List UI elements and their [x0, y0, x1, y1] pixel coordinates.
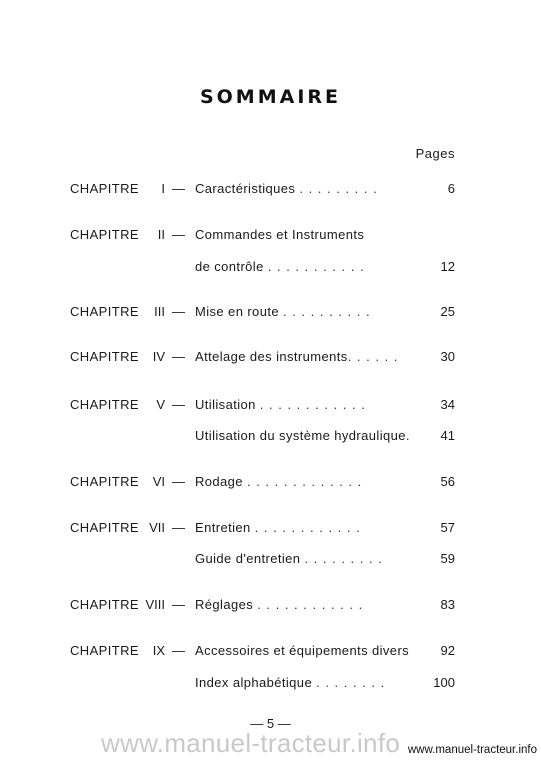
entry-page: 12: [440, 259, 455, 274]
entry-page: 56: [440, 474, 455, 489]
entry-dash: —: [172, 397, 185, 412]
toc-entry-continuation: [0, 259, 541, 275]
entry-dash: —: [172, 643, 185, 658]
entry-dash: —: [172, 304, 185, 319]
toc-entry-continuation: [0, 675, 541, 691]
toc-entry: [0, 304, 541, 320]
leader-dots: . . . . . . . . .: [299, 181, 378, 196]
entry-title: Rodage . . . . . . . . . . . . .: [195, 474, 363, 489]
entry-title: Utilisation du système hydraulique.: [195, 428, 411, 443]
chapter-word: CHAPITRE: [70, 643, 139, 658]
entry-dash: —: [172, 597, 185, 612]
site-link[interactable]: www.manuel-tracteur.info: [407, 744, 537, 756]
entry-dash: —: [172, 474, 185, 489]
entry-title: Réglages . . . . . . . . . . . .: [195, 597, 364, 612]
page-title: SOMMAIRE: [199, 86, 342, 108]
entry-page: 83: [440, 597, 455, 612]
chapter-number: III: [154, 304, 165, 319]
toc-entry-continuation: [0, 428, 541, 444]
leader-dots: . . . . . . . . .: [304, 551, 383, 566]
toc-entry: [0, 520, 541, 536]
leader-dots: . . . . . . . . . .: [282, 304, 371, 319]
chapter-number: VIII: [145, 597, 165, 612]
leader-dots: . . . . . . . .: [316, 675, 386, 690]
chapter-word: CHAPITRE: [70, 304, 139, 319]
toc-entry: [0, 349, 541, 365]
leader-dots: . . . . . . . . . . .: [267, 259, 365, 274]
leader-dots: . . . . . . . . . . . .: [259, 397, 366, 412]
entry-dash: —: [172, 520, 185, 535]
entry-dash: —: [172, 227, 185, 242]
chapter-word: CHAPITRE: [70, 181, 139, 196]
toc-entry: [0, 474, 541, 490]
entry-title: de contrôle . . . . . . . . . . .: [195, 259, 365, 274]
toc-entry: [0, 643, 541, 659]
chapter-word: CHAPITRE: [70, 520, 139, 535]
leader-dots: . . . . . . . . . . . . .: [246, 474, 363, 489]
toc-entry: [0, 397, 541, 413]
toc-entry: [0, 181, 541, 197]
toc-entry-continuation: [0, 551, 541, 567]
entry-page: 100: [433, 675, 455, 690]
chapter-number: VI: [152, 474, 165, 489]
chapter-word: CHAPITRE: [70, 397, 139, 412]
chapter-number: I: [161, 181, 165, 196]
leader-dots: .: [405, 428, 411, 443]
entry-title: Utilisation . . . . . . . . . . . .: [195, 397, 366, 412]
entry-title: Caractéristiques . . . . . . . . .: [195, 181, 378, 196]
entry-page: 25: [440, 304, 455, 319]
entry-title: Index alphabétique . . . . . . . .: [195, 675, 386, 690]
leader-dots: . . . . . . . . . . . .: [257, 597, 364, 612]
chapter-word: CHAPITRE: [70, 349, 139, 364]
entry-page: 30: [440, 349, 455, 364]
chapter-word: CHAPITRE: [70, 227, 139, 242]
entry-title: Attelage des instruments. . . . . .: [195, 349, 399, 364]
entry-title: Accessoires et équipements divers: [195, 643, 410, 658]
entry-page: 41: [440, 428, 455, 443]
chapter-word: CHAPITRE: [70, 597, 139, 612]
entry-page: 92: [440, 643, 455, 658]
watermark: www.manuel-tracteur.info: [101, 728, 401, 758]
entry-title: Entretien . . . . . . . . . . . .: [195, 520, 361, 535]
chapter-number: VII: [149, 520, 165, 535]
entry-title: Mise en route . . . . . . . . . .: [195, 304, 371, 319]
entry-page: 57: [440, 520, 455, 535]
entry-dash: —: [172, 181, 185, 196]
toc-entry: [0, 227, 541, 243]
entry-title: Commandes et Instruments: [195, 227, 365, 242]
pages-column-header: Pages: [415, 146, 455, 161]
leader-dots: . . . . . . . . . . . .: [254, 520, 361, 535]
chapter-number: V: [156, 397, 165, 412]
page-number: — 5 —: [250, 716, 291, 731]
chapter-number: II: [157, 227, 165, 242]
entry-dash: —: [172, 349, 185, 364]
entry-page: 34: [440, 397, 455, 412]
entry-title: Guide d'entretien . . . . . . . . .: [195, 551, 383, 566]
chapter-number: IX: [152, 643, 165, 658]
chapter-number: IV: [152, 349, 165, 364]
entry-page: 59: [440, 551, 455, 566]
toc-entry: [0, 597, 541, 613]
chapter-word: CHAPITRE: [70, 474, 139, 489]
leader-dots: . . . . . .: [347, 349, 399, 364]
entry-page: 6: [447, 181, 455, 196]
